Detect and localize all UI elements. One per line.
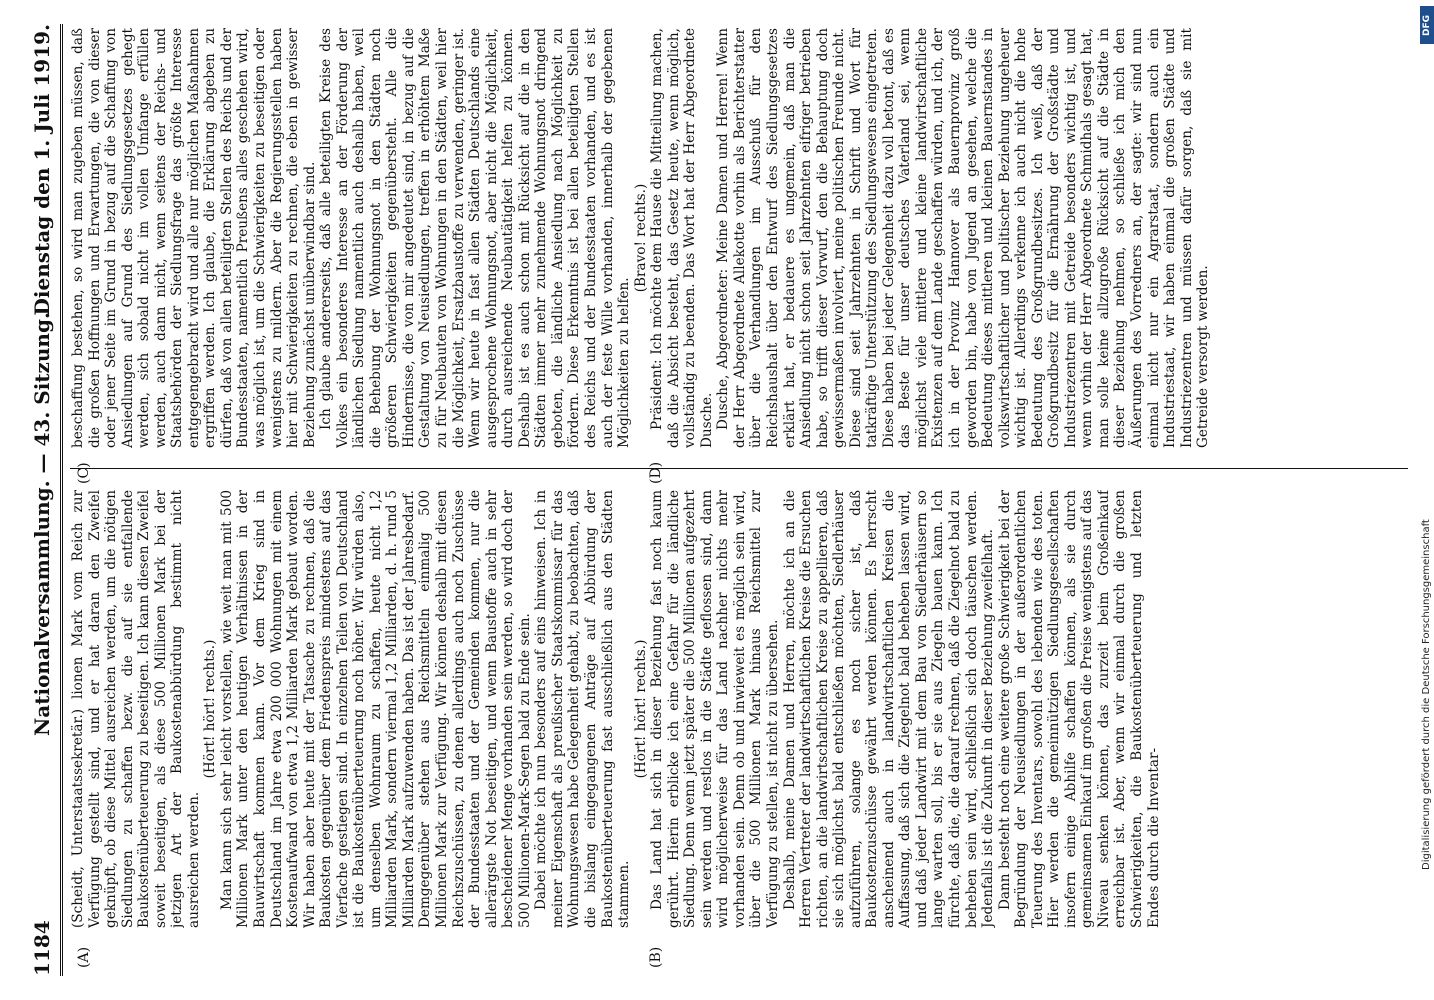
left-text-column bbox=[70, 490, 1408, 928]
paragraph: Dann besteht noch eine weitere große Schwierigkeit bei der Begründung der Neusiedlungen in der außerordentlichen Teuerung des Inventars, sowohl des lebenden wie des toten. Hier werden die gemeinnützigen Siedlungsgesellschaften insofern einige Abhilfe schaffen können, als sie durch gemeinsamen Einkauf im großen die Preise wenigstens auf das Niveau senken können, das zurzeit beim Großeinkauf erreichbar ist. Aber, wenn wir einmal durch die großen Schwierigkeiten, die Baukostenüberteuerung und letzten Endes durch die Inventar- bbox=[996, 490, 1162, 928]
paragraph: Dabei möchte ich nun besonders auf eins hinweisen. Ich in meiner Eigenschaft als preußischer Staatskommissar für das Wohnungswesen habe Gelegenheit gehabt, zu beobachten, daß die bislang eingegangenen Anträge auf Abbürdung der Baukostenüberteuerung fast ausschließlich aus den Städten stammen. bbox=[533, 490, 633, 928]
session-date: Dienstag den 1. Juli 1919. bbox=[30, 24, 54, 316]
paragraph: beschaffung bestehen, so wird man zugeben müssen, daß die großen Hoffnungen und Erwartungen, die von dieser oder jener Seite im Grund in bezug auf die Schaffung von Ansiedlungen auf Grund des Siedlungsgesetzes gehegt werden, sich sobald nicht im vollen Umfange erfüllen werden, auch dann nicht, wenn seitens der Reichs- und Staatsbehörden der Siedlungsfrage das größte Interesse entgegengebracht wird und alle nur möglichen Maßnahmen ergriffen werden. Ich glaube, die Erklärung abgeben zu dürfen, daß von allen beteiligten Stellen des Reichs und der Bundesstaaten, namentlich Preußens alles geschehen wird, was möglich ist, um die Schwierigkeiten zu beseitigen oder wenigstens zu mildern. Aber die Regierungsstellen haben hier mit Schwierigkeiten zu rechnen, die eben in gewisser Beziehung zunächst unüberwindbar sind. bbox=[70, 28, 318, 448]
interjection: (Hört! hört! rechts.) bbox=[632, 639, 649, 779]
digitization-credit: Digitalisierung gefördert durch die Deutsche Forschungsgemeinschaft bbox=[1421, 519, 1432, 870]
paragraph: Deshalb, meine Damen und Herren, möchte ich an die Herren Vertreter der landwirtschaftlichen Kreise die Ersuchen richten, an die landwirtschaftlichen Kreise zu appellieren, daß sie sich möglichst bald entschließen möchten, Siedlerhäuser aufzuführen, solange es noch sicher ist, daß Baukostenzuschüsse gewährt werden können. Es herrscht anscheinend auch in landwirtschaftlichen Kreisen die Auffassung, daß sich die Ziegelnot bald beheben lassen wird, und daß jeder Landwirt mit dem Bau von Siedlerhäusern so lange warten soll, bis er sie aus Ziegeln bauen kann. Ich fürchte, daß die, die darauf rechnen, daß die Ziegelnot bald zu beheben sein wird, schließlich sich doch täuschen werden. Jedenfalls ist die Zukunft in dieser Beziehung zweifelhaft. bbox=[781, 490, 997, 928]
scanned-page bbox=[8, 10, 1418, 990]
dfg-logo: DFG bbox=[1420, 6, 1434, 44]
session-title: Nationalversammlung. — 43. Sitzung. bbox=[30, 312, 54, 736]
margin-marker-a: (A) bbox=[76, 946, 92, 968]
page-number: 1184 bbox=[30, 920, 54, 976]
margin-marker-b: (B) bbox=[648, 946, 664, 968]
paragraph: (Scheidt, Unterstaatssekretär.) lionen Mark vom Reich zur Verfügung gestellt sind, und er hat daran den Zweifel geknüpft, ob diese Mittel ausreichen werden, um die nötigen Siedlungen zu schaffen bezw. die auf sie entfallende Baukostenüberteuerung zu beseitigen. Ich kann diesen Zweifel soweit beseitigen, als diese 500 Millionen Mark bei der jetzigen Art der Baukostenabbürdung bestimmt nicht ausreichen werden. bbox=[70, 490, 202, 928]
column-divider bbox=[70, 468, 1408, 469]
speech-dusche: Dusche, Abgeordneter: Meine Damen und Herren! Wenn der Herr Abgeordnete Allekotte vorhin als Berichterstatter über die Verhandlungen im Ausschuß für den Reichshaushalt über den Entwurf des Siedlungsgesetzes erklärt hat, er bedauere es ungemein, daß man die Ansiedlung nicht schon seit Jahrzehnten eifriger betrieben habe, so trifft dieser Vorwurf, den die Behauptung doch gewissermaßen involviert, meine politischen Freunde nicht. Diese sind seit Jahrzehnten in Schrift und Wort für tatkräftige Unterstützung des Siedlungswesens eingetreten. Diese haben bei jeder Gelegenheit dazu voll betont, daß es das Beste für unser deutsches Vaterland sei, wenn möglichst viele mittlere und kleine landwirtschaftliche Existenzen auf dem Lande geschaffen würden, und ich, der ich in der Provinz Hannover als Bauernprovinz groß geworden bin, habe von Jugend an gesehen, welche die Bedeutung dieses mittleren und kleinen Bauernstandes in volkswirtschaftlicher und politischer Beziehung ungeheuer wichtig ist. Allerdings verkenne ich auch nicht die hohe Bedeutung des Großgrundbesitzes. Ich weiß, daß der Großgrundbesitz für die Ernährung der Großstädte und Industriezentren mit Getreide besonders wichtig ist, und wenn vorhin der Herr Abgeordnete Schmidhals gesagt hat, man solle keine allzugroße Rücksicht auf die Städte in dieser Beziehung nehmen, so schließe ich mich den Äußerungen des Vorredners an, der sagte: wir sind nun einmal nicht nur ein Agrarstaat, sondern auch ein Industriestaat, wir haben einmal die großen Städte und Industriezentren und müssen dafür sorgen, daß sie mit Getreide versorgt werden. bbox=[715, 28, 1212, 448]
page-header bbox=[26, 24, 63, 976]
paragraph: Das Land hat sich in dieser Beziehung fast noch kaum gerührt. Hierin erblicke ich eine Gefahr für die ländliche Siedlung. Denn wenn jetzt später die 500 Millionen aufgezehrt sein werden und restlos in die Städte geflossen sind, dann wird möglicherweise für das Land nachher nichts mehr vorhanden sein. Denn ob und inwieweit es möglich sein wird, über die 500 Millionen Mark hinaus Reichsmittel zur Verfügung zu stellen, ist nicht zu übersehen. bbox=[649, 490, 781, 928]
interjection: (Hört! hört! rechts.) bbox=[202, 639, 219, 779]
paragraph: Ich glaube andererseits, daß alle beteiligten Kreise des Volkes ein besonderes Interesse an der Förderung der ländlichen Siedlung namentlich auch deshalb haben, weil die Behebung der Wohnungsnot in den Städten noch größeren Schwierigkeiten gegenübersteht. Alle die Hindernisse, die von mir angedeutet sind, in bezug auf die Gestaltung von Neusiedlungen, treffen in erhöhtem Maße zu für Neubauten von Wohnungen in den Städten, weil hier die Möglichkeit, Ersatzbaustoffe zu verwenden, geringer ist. Wenn wir heute in fast allen Städten Deutschlands eine ausgesprochene Wohnungsnot, aber nicht die Möglichkeit, durch ausreichende Neubautätigkeit helfen zu können. Deshalb ist es auch schon mit Rücksicht auf die in den Städten immer mehr zunehmende Wohnungsnot dringend geboten, die ländliche Ansiedlung nach Möglichkeit zu fördern. Diese Erkenntnis ist bei allen beteiligten Stellen des Reichs und der Bundesstaaten vorhanden, und es ist auch der feste Wille vorhanden, innerhalb der gegebenen Möglichkeiten zu helfen. bbox=[318, 28, 633, 448]
right-text-column bbox=[70, 28, 1408, 448]
interjection: (Bravo! rechts.) bbox=[632, 183, 649, 293]
president-remark: Präsident: Ich möchte dem Hause die Mitteilung machen, daß die Absicht besteht, das Gesetz heute, wenn möglich, vollständig zu beenden. Das Wort hat der Herr Abgeordnete Dusche. bbox=[649, 28, 715, 448]
margin-marker-c: (C) bbox=[76, 462, 92, 484]
margin-marker-d: (D) bbox=[648, 461, 664, 484]
paragraph: Man kann sich sehr leicht vorstellen, wie weit man mit 500 Millionen Mark unter den heutigen Verhältnissen in der Bauwirtschaft kommen kann. Vor dem Krieg sind in Deutschland im Jahre etwa 200 000 Wohnungen mit einem Kostenaufwand von etwa 1,2 Milliarden Mark gebaut worden. Wir haben aber heute mit der Tatsache zu rechnen, daß die Baukosten gegenüber dem Friedenspreis mindestens auf das Vierfache gestiegen sind. In einzelnen Teilen von Deutschland ist die Baukostenüberteuerung noch höher. Wir würden also, um denselben Wohnraum zu schaffen, heute nicht 1,2 Milliarden Mark, sondern viermal 1,2 Milliarden, d. h. rund 5 Milliarden Mark aufzuwenden haben. Das ist der Jahresbedarf. Demgegenüber stehen aus Reichsmitteln einmalig 500 Millionen Mark zur Verfügung. Wir können deshalb mit diesen Reichszuschüssen, zu denen allerdings auch noch Zuschüsse der Bundesstaaten und der Gemeinden kommen, nur die allerärgste Not beseitigen, und wenn Baustoffe auch in sehr bescheidener Menge vorhanden sein werden, so wird doch der 500 Millionen-Mark-Segen bald zu Ende sein. bbox=[218, 490, 533, 928]
